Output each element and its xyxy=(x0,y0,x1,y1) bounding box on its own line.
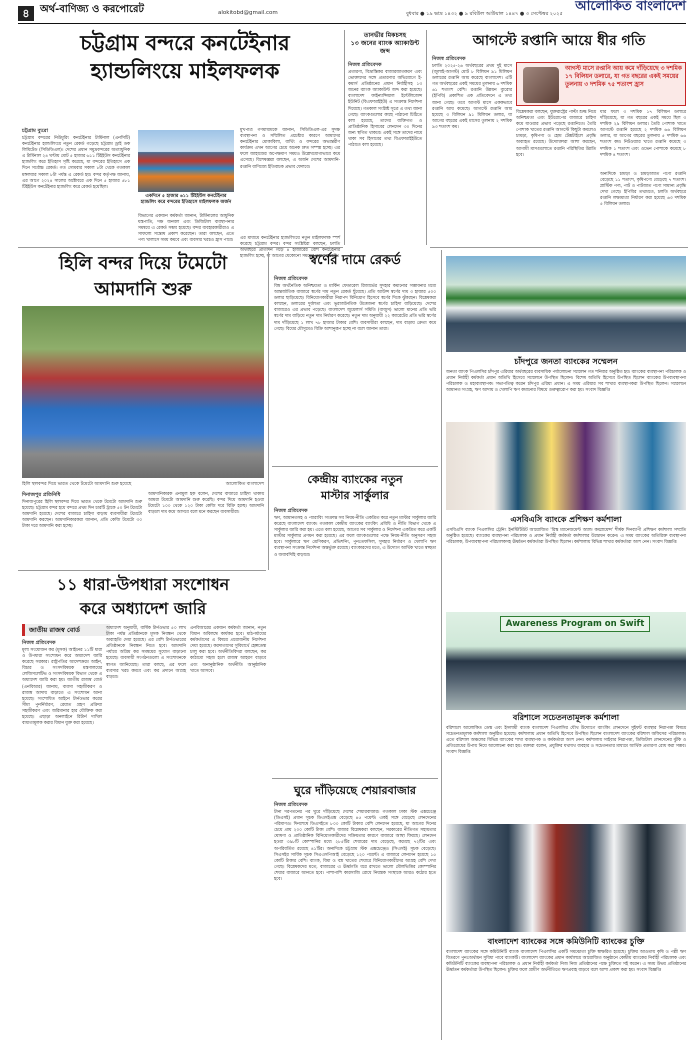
r3-caption: বরিশালে সচেতনতামূলক কর্মশালা xyxy=(512,713,620,722)
a3-quote-box xyxy=(516,62,686,106)
a2-byline: নিজস্ব প্রতিবেদক xyxy=(348,62,382,68)
a8-body: টানা দরপতনের পর ঘুরে দাঁড়িয়েছে দেশের শেয়ারবাজার। গতকাল ঢাকা স্টক এক্সচেঞ্জে (ডিএসই) প্রধান সূচক ডিএসইএক্স বেড়েছে ৪৫ পয়েন্ট। একই সঙ্গে বেড়েছে লেনদেনের পরিমাণও। দিনশেষে ডিএসইতে ৮০০ কোটি টাকার বেশি লেনদেন হয়েছে, যা আগের দিনের চেয়ে প্রায় ২০০ কোটি টাকা বেশি। বাজার বিশ্লেষকরা বলছেন, সরকারের নীতিগত সহায়তার ঘোষণা ও প্রাতিষ্ঠানিক বিনিয়োগকারীদের সক্রিয়তার কারণে বাজারে আস্থা ফিরছে। লেনদেন হওয়া ৩৯৮টি কোম্পানির মধ্যে ২৮৫টির শেয়ারের দাম বেড়েছে, কমেছে ৭২টির এবং অপরিবর্তিত রয়েছে ৪১টির। অন্যদিকে চট্টগ্রাম স্টক এক্সচেঞ্জেও (সিএসই) সূচক বেড়েছে। সিএসইর সার্বিক সূচক সিএএসপিআই বেড়েছে ১২০ পয়েন্ট। এ বাজারে লেনদেন হয়েছে ১৫ কোটি টাকার বেশি। ব্যাংক, বিমা ও বস্ত্র খাতের শেয়ারে বিনিয়োগকারীদের আগ্রহ বেশি দেখা গেছে। বিশ্লেষকদের মতে, বাজারের এ ঊর্ধ্বগতি ধরে রাখতে ভালো মৌলভিত্তির কোম্পানির শেয়ার বাজারে আনতে হবে। পাশাপাশি কারসাজি রোধে নিয়ন্ত্রক সংস্থাকে আরও কঠোর হতে হবে। xyxy=(274,810,436,883)
r1-body: জনতা ব্যাংক পিএলসির চাঁদপুর এরিয়ার অর্থবছরের ব্যবসায়িক পর্যালোচনা সম্মেলন গত শনিবার অনুষ্ঠিত হয়। ব্যাংকের ব্যবস্থাপনা পরিচালক ও প্রধান নির্বাহী কর্মকর্তা প্রধান অতিথি হিসেবে সম্মেলনে উপস্থিত ছিলেন। বিশেষ অতিথি হিসেবে উপস্থিত ছিলেন ব্যাংকের উপব্যবস্থাপনা পরিচালক ও মহাব্যবস্থাপক। সভাপতিত্ব করেন চাঁদপুর এরিয়া প্রধান। এ সময় এরিয়ার সব শাখার ব্যবস্থাপকরা উপস্থিত ছিলেন। সম্মেলনে আমানত সংগ্রহ, ঋণ আদায় ও খেলাপি ঋণ কমানোর বিষয়ে গুরুত্বারোপ করা হয়। সংবাদ বিজ্ঞপ্তি xyxy=(446,370,686,394)
r2-photo-workshop xyxy=(446,422,686,510)
a3-headline: আগস্টে রপ্তানি আয়ে ধীর গতি xyxy=(472,33,646,49)
section-title: অর্থ-বাণিজ্য ও করপোরেট xyxy=(40,4,144,15)
a5-byline: নিজস্ব প্রতিবেদক xyxy=(274,276,308,282)
a3-col-1: চলতি ২০২৫-২৬ অর্থবছরের প্রথম দুই মাসে (জুলাই-আগস্ট) মোট ৮ বিলিয়ন ৯১ মিলিয়ন ডলারের রপ্তানি আয় করেছে বাংলাদেশ। এটি গত অর্থবছরের একই সময়ের তুলনায় ৬ দশমিক ৬১ শতাংশ বেশি। রপ্তানি উন্নয়ন ব্যুরোর (ইপিবি) প্রকাশিত এক প্রতিবেদনে এ তথ্য জানা গেছে। তবে আগস্ট মাসে এককভাবে রপ্তানি আয় কমেছে। আগস্টে রপ্তানি আয় হয়েছে ৩ বিলিয়ন ৯১ মিলিয়ন ডলার, যা আগের বছরের একই মাসের তুলনায় ২ দশমিক ৯৩ শতাংশ কম। xyxy=(432,64,512,130)
a1-col-2: মুখপাত্র গণমাধ্যমকে জানান, সিডিডিএল-এর সুদক্ষ ব্যবস্থাপনা ও সম্মিলিত প্রচেষ্টার কারণে আমাদের কনটেইনার মোকাবিলা, বার্থিং ও বন্দরের অভ্যন্তরীণ কার্যক্রম এখন আগের চেয়ে অনেক দ্রুত সম্পন্ন হচ্ছে। এর ফলে জাহাজের অপেক্ষমাণ সময়ও উল্লেখযোগ্যভাবে কমে এসেছে। বিশেষজ্ঞরা বলছেন, এ অর্জন দেশের আমদানি-রপ্তানি বাণিজ্যে ইতিবাচক প্রভাব ফেলবে। xyxy=(240,128,340,170)
a3-col-4: অন্যদিকে চামড়া ও চামড়াজাত পণ্যে রপ্তানি বেড়েছে ১১ শতাংশ, কৃষিপণ্যে বেড়েছে ৭ শতাংশ। প্লাস্টিক পণ্য, পাট ও পাটজাত পণ্যে সামান্য প্রবৃদ্ধি দেখা গেছে। ইপিবির তথ্যমতে, চলতি অর্থবছরে রপ্তানি লক্ষ্যমাত্রা নির্ধারণ করা হয়েছে ৬৩ দশমিক ৫ বিলিয়ন ডলার। xyxy=(600,172,686,208)
masthead-logo: আলোকিত বাংলাদেশ xyxy=(575,0,686,14)
a2-kicker: তানভীর মিকচসহ xyxy=(363,32,407,39)
a4-photo-credit: আলোকিত বাংলাদেশ xyxy=(225,482,264,487)
a7-col-3: এনবিআরের একজন কর্মকর্তা জানান, নতুন বিধান অবিলম্বে কার্যকর হবে। মাঠপর্যায়ের কর্মকর্তাদের এ বিষয়ে প্রয়োজনীয় নির্দেশনা দেয়া হয়েছে। করদাতাদের সুবিধার্থে হেল্পডেস্ক চালু করা হবে। অর্থনীতিবিদরা বলছেন, কর কাঠামো সহজ হলে রাজস্ব আহরণ বাড়বে এবং অনানুষ্ঠানিক অর্থনীতি আনুষ্ঠানিক খাতে আসবে। xyxy=(190,626,266,674)
a1-below: এর মাধ্যমে কনটেইনার হ্যান্ডলিংয়ে নতুন মাইলফলক স্পর্শ করেছে চট্টগ্রাম বন্দর। বন্দর সংশ্লিষ্টরা বলছেন, চলতি অর্থবছরে প্রতিদিন গড়ে ৪ হাজারের বেশি কনটেইনার হ্যান্ডলিং হচ্ছে, যা আগের যেকোনো সময়ের তুলনায় বেশি। xyxy=(240,236,340,260)
a8-byline: নিজস্ব প্রতিবেদক xyxy=(274,802,308,808)
r4-body: বাংলাদেশ ব্যাংকের সঙ্গে কমিউনিটি ব্যাংক বাংলাদেশ পিএলসির একটি সমঝোতা চুক্তি স্বাক্ষরিত হয়েছে। চুক্তির আওতায় কৃষি ও পল্লী ঋণ বিতরণে পুনঃঅর্থায়ন সুবিধা পাবে ব্যাংকটি। বাংলাদেশ ব্যাংকের প্রধান কার্যালয়ে আয়োজিত অনুষ্ঠানে কেন্দ্রীয় ব্যাংকের নির্বাহী পরিচালক এবং কমিউনিটি ব্যাংকের ব্যবস্থাপনা পরিচালক ও প্রধান নির্বাহী কর্মকর্তা নিজ নিজ প্রতিষ্ঠানের পক্ষে চুক্তিতে সই করেন। এ সময় উভয় প্রতিষ্ঠানের ঊর্ধ্বতন কর্মকর্তারা উপস্থিত ছিলেন। চুক্তির ফলে গ্রামীণ অর্থনীতিতে ঋণপ্রবাহ বাড়বে বলে আশা প্রকাশ করা হয়। সংবাদ বিজ্ঞপ্তি xyxy=(446,950,686,974)
a1-photo-containers xyxy=(138,130,234,192)
a7-headline-2: করে অধ্যাদেশ জারি xyxy=(79,599,207,618)
a8-headline: ঘুরে দাঁড়িয়েছে শেয়ারবাজার xyxy=(294,784,416,797)
page-header xyxy=(18,0,686,24)
a3-byline: নিজস্ব প্রতিবেদক xyxy=(432,56,466,62)
a4-headline-1: হিলি বন্দর দিয়ে টমেটো xyxy=(58,253,228,274)
r3-banner: Awareness Program on Swift xyxy=(500,616,650,632)
a3-quote-image xyxy=(523,67,559,103)
r2-body: এসবিএসি ব্যাংক পিএলসির ট্রেনিং ইনস্টিটিউট আয়োজিত 'রিস্ক ম্যানেজমেন্ট অ্যান্ড কমপ্লায়েন্স' শীর্ষক দিনব্যাপী প্রশিক্ষণ কর্মশালা সম্প্রতি অনুষ্ঠিত হয়েছে। ব্যাংকের ব্যবস্থাপনা পরিচালক ও প্রধান নির্বাহী কর্মকর্তা কর্মশালার উদ্বোধন করেন। এ সময় ব্যাংকের অতিরিক্ত ব্যবস্থাপনা পরিচালক, উপব্যবস্থাপনা পরিচালকসহ ঊর্ধ্বতন কর্মকর্তারা উপস্থিত ছিলেন। কর্মশালায় বিভিন্ন শাখার কর্মকর্তারা অংশ নেন। সংবাদ বিজ্ঞপ্তি xyxy=(446,528,686,546)
page-number: ৪ xyxy=(18,6,34,21)
a7-headline-1: ১১ ধারা-উপধারা সংশোধন xyxy=(56,575,230,594)
a4-col-2: আমদানিকারক এনামুল হক বলেন, দেশের বাজারে চাহিদা থাকায় আমরা টমেটো আমদানি শুরু করেছি। বন্দর দিয়ে আমদানি হওয়া টমেটো ১০০ থেকে ১২০ টাকা কেজি দরে বিক্রি হচ্ছে। আমদানি বাড়লে দাম কমে আসবে বলে মনে করছেন ব্যবসায়ীরা। xyxy=(148,492,264,516)
a1-photo-caption: একদিনে ৫ হাজার ৬১১ টিইইউস কনটেইনার হ্যান্ডলিং করে বন্দরের ইতিহাসে মাইলফলক অর্জন xyxy=(140,194,232,205)
a2-headline: ১৩ জনের ব্যাংক অ্যাকাউন্ট জব্দ xyxy=(350,40,420,55)
a7-kicker: জাতীয় রাজস্ব বোর্ড xyxy=(22,624,110,636)
a6-headline-1: কেন্দ্রীয় ব্যাংকের নতুন xyxy=(307,473,403,486)
a1-headline-2: হ্যান্ডলিংয়ে মাইলফলক xyxy=(90,59,280,83)
a4-col-1: দিনাজপুরের হিলি স্থলবন্দর দিয়ে ভারত থেকে টমেটো আমদানি শুরু হয়েছে। চট্টগ্রাম বন্দর হয়ে বন্দরে প্রথম দিন চারটি ট্রাকে ৫০ টন টমেটো আমদানি হয়েছে। দেশের বাজারে চাহিদা বাড়ায় ব্যবসায়ীরা টমেটো আমদানি করছেন। আমদানিকারকরা জানান, প্রতি কেজি টমেটো ৩০ টাকা দরে আমদানি করা হচ্ছে। xyxy=(22,500,142,530)
a5-body: বিশ্ব অর্থনৈতিক অনিশ্চয়তা ও মার্কিন ফেডারেল রিজার্ভের সুদহার কমানোর সম্ভাবনার মধ্যে আন্তর্জাতিক বাজারে স্বর্ণের দাম নতুন রেকর্ড ছুঁয়েছে। প্রতি আউন্স স্বর্ণের দাম ৩ হাজার ৫০০ ডলার ছাড়িয়েছে। বিনিয়োগকারীরা নিরাপদ বিনিয়োগ হিসেবে স্বর্ণের দিকে ঝুঁকছেন। বিশ্লেষকরা বলছেন, ডলারের দুর্বলতা এবং ভূরাজনৈতিক উত্তেজনা স্বর্ণের চাহিদা বাড়িয়েছে। দেশের বাজারেও এর প্রভাব পড়েছে। বাংলাদেশ জুয়েলার্স সমিতি (বাজুস) ভালো মানের প্রতি ভরি স্বর্ণের দাম বাড়িয়ে নতুন দাম নির্ধারণ করেছে। নতুন দাম অনুযায়ী ২২ ক্যারেটের প্রতি ভরি স্বর্ণের দাম দাঁড়িয়েছে ১ লাখ ৭৮ হাজার টাকার বেশি। ব্যবসায়ীরা বলছেন, দাম বাড়ায় ক্রেতা কমে গেছে। বিয়ের মৌসুমেও বিক্রি আশানুরূপ হচ্ছে না বলে জানান তারা। xyxy=(274,284,436,332)
a4-headline-2: আমদানি শুরু xyxy=(94,279,192,300)
a6-byline: নিজস্ব প্রতিবেদক xyxy=(274,508,308,514)
date-line: বুধবার ● ১৯ ভাদ্র ১৪৩২ ● ৯ রবিউল আউয়াল ১৪৪৭ ● ৩ সেপ্টেম্বর ২০২৫ xyxy=(406,11,563,17)
r1-caption: চাঁদপুরে জনতা ব্যাংকের সম্মেলন xyxy=(514,357,618,366)
a7-col-2: অধ্যাদেশ অনুযায়ী, বার্ষিক টার্নওভার ৫০ লাখ টাকা পর্যন্ত প্রতিষ্ঠানকে মূসক নিবন্ধন থেকে অব্যাহতি দেয়া হয়েছে। এর বেশি টার্নওভারের প্রতিষ্ঠানকে নিবন্ধন নিতে হবে। আমদানি পর্যায়ে অগ্রিম কর সমন্বয়ের সুযোগ বাড়ানো হয়েছে। ব্যবসায়ী সংগঠনগুলো এ সংশোধনকে স্বাগত জানিয়েছে। তারা বলছে, এর ফলে ব্যবসার খরচ কমবে এবং কর প্রদানে আগ্রহ বাড়বে। xyxy=(106,626,186,680)
a7-col-1: মূল্য সংযোজন কর (মূসক) আইনের ১১টি ধারা ও উপধারা সংশোধন করে অধ্যাদেশ জারি করেছে সরকার। রাষ্ট্রপতির আদেশক্রমে আইন, বিচার ও সংসদবিষয়ক মন্ত্রণালয়ের লেজিসলেটিভ ও সংসদবিষয়ক বিভাগ থেকে এ অধ্যাদেশ জারি করা হয়। জাতীয় রাজস্ব বোর্ড (এনবিআর) জানায়, ব্যবসা সহজীকরণ ও রাজস্ব আদায় বাড়াতে এ সংশোধন আনা হয়েছে। সংশোধিত আইনে টার্নওভার করের সীমা পুনর্নির্ধারণ, রেয়াত গ্রহণ প্রক্রিয়া সহজীকরণ এবং জরিমানার হার যৌক্তিক করা হয়েছে। এছাড়া অনলাইনে রিটার্ন দাখিল বাধ্যতামূলক করার বিধান যুক্ত করা হয়েছে। xyxy=(22,648,102,727)
a6-headline-2: মাস্টার সার্কুলার xyxy=(321,489,389,502)
a3-quote: আগস্ট মাসে রপ্তানি আয় কমে দাঁড়িয়েছে ৩ দশমিক ১৭ বিলিয়ন ডলারে, যা গত বছরের একই সময়ের তুলনায় ৩ দশমিক ৭৫ শতাংশ হ্রাস xyxy=(565,66,682,88)
a4-photo-trucks xyxy=(22,306,264,478)
a1-col-1: চট্টগ্রাম বন্দরের নিউমুরিং কনটেইনার টার্মিনাল (এনসিটি) কনটেইনার হ্যান্ডলিংয়ে নতুন রেকর্ড গড়েছে চট্টগ্রাম ড্রাই ডক লিমিটেড (সিডিডিএল)। দেশের প্রধান সমুদ্রবন্দরের অত্যাধুনিক এ টার্মিনাল ২৪ ঘণ্টায় মোট ৫ হাজার ৬১১ টিইইউস কনটেইনার হ্যান্ডলিং করে ইতিহাস সৃষ্টি করেছে, যা বন্দরের ইতিহাসে এক দিনে সর্বোচ্চ রেকর্ড। গত সোমবার সকাল ৮টা থেকে গতকাল মঙ্গলবার সকাল ৮টা পর্যন্ত এ রেকর্ড হয়। বন্দর কর্তৃপক্ষ জানায়, এর আগে ২০২৪ সালের অক্টোবরে এক দিনে ৫ হাজার ৫৮১ টিইইউস কনটেইনার হ্যান্ডলিং করে রেকর্ড হয়েছিল। xyxy=(22,136,130,190)
a4-photo-caption: হিলি স্থলবন্দর দিয়ে ভারত থেকে টমেটো আমদানি শুরু হয়েছে xyxy=(22,482,132,487)
a7-byline: নিজস্ব প্রতিবেদক xyxy=(22,640,56,646)
a5-headline: স্বর্ণের দামে রেকর্ড xyxy=(309,253,401,268)
a3-col-2: বিশ্লেষকরা বলছেন, যুক্তরাষ্ট্রের পাল্টা শুল্ক নিয়ে অনিশ্চয়তা এবং ইউরোপের বাজারে চাহিদা কমে যাওয়ার প্রভাব পড়েছে রপ্তানিতে। তৈরি পোশাক খাতের রপ্তানি আগস্টে কিছুটা কমলেও চামড়া, কৃষিপণ্য ও হোম টেক্সটাইলে প্রবৃদ্ধি অব্যাহত রয়েছে। উদ্যোক্তারা আশা করছেন, আগামী মাসগুলোতে রপ্তানি পরিস্থিতির উন্নতি হবে। xyxy=(516,110,596,158)
a4-byline: দিনাজপুর প্রতিনিধি xyxy=(22,492,61,498)
a2-body: প্রতারণা, বিভ্রান্তিকর বাজারজাতকরণ এবং ভোক্তাদের সঙ্গে প্রতারণার অভিযোগে ই-কমার্স প্রতিষ্ঠানের প্রধান নির্বাহীসহ ১৩ জনের ব্যাংক অ্যাকাউন্ট জব্দ করা হয়েছে। বাংলাদেশ ফাইন্যান্সিয়াল ইন্টেলিজেন্স ইউনিট (বিএফআইইউ) এ সংক্রান্ত নির্দেশনা দিয়েছে। গতকাল সংশ্লিষ্ট সূত্রে এ তথ্য জানা গেছে। ব্যাংকগুলোর কাছে পাঠানো চিঠিতে বলা হয়েছে, তাদের ব্যক্তিগত ও প্রাতিষ্ঠানিক হিসাবের লেনদেন ৩০ দিনের জন্য স্থগিত থাকবে। একই সঙ্গে তাদের নামে থাকা সব হিসাবের তথ্য বিএফআইইউতে পাঠাতে বলা হয়েছে। xyxy=(348,70,422,149)
a6-body: ঋণ, আমানতসহ ও প্যারাবিং সংক্রান্ত সব নিয়ম-নীতি একত্রিত করে নতুন মাস্টার সার্কুলার জারি করেছে বাংলাদেশ ব্যাংক। গতকাল কেন্দ্রীয় ব্যাংকের ব্যাংকিং প্রবিধি ও নীতি বিভাগ থেকে এ সার্কুলার জারি করা হয়। এতে বলা হয়েছে, আগের সব সার্কুলার ও নির্দেশনা একত্রিত করে একটি মাস্টার সার্কুলার প্রণয়ন করা হয়েছে। এর ফলে ব্যাংকগুলোর পক্ষে নিয়ম-নীতি অনুসরণ সহজ হবে। সার্কুলারে ঋণ শ্রেণিকরণ, প্রভিশনিং, পুনঃতফসিল, সুদহার নির্ধারণ ও খেলাপি ঋণ ব্যবস্থাপনা সংক্রান্ত নির্দেশনা অন্তর্ভুক্ত রয়েছে। ব্যাংকারদের মতে, এ উদ্যোগ আর্থিক খাতে স্বচ্ছতা ও জবাবদিহি বাড়াবে। xyxy=(274,516,436,558)
r2-caption: এসবিএসি ব্যাংকে প্রশিক্ষণ কর্মশালা xyxy=(510,515,622,524)
a1-byline: চট্টগ্রাম ব্যুরো xyxy=(22,128,49,134)
a3-col-3: যার ফলে ৩ দশমিক ১৭ বিলিয়ন ডলারে দাঁড়িয়েছে, যা গত বছরের একই সময়ে ছিল ৩ দশমিক ২৯ বিলিয়ন ডলার। তৈরি পোশাক খাতে আগস্টে রপ্তানি হয়েছে ২ দশমিক ৬৬ বিলিয়ন ডলার, যা আগের বছরের তুলনায় ৫ দশমিক ৬৬ শতাংশ কম। নিটওয়্যার খাতে রপ্তানি কমেছে ৩ দশমিক ১ শতাংশ এবং ওভেন পোশাকে কমেছে ৮ দশমিক ৪ শতাংশ। xyxy=(600,110,686,158)
a1-headline-1: চট্টগ্রাম বন্দরে কনটেইনার xyxy=(80,31,290,55)
a1-col-3: বিভাগের একজন কর্মকর্তা জানান, টার্মিনালের আধুনিক যন্ত্রপাতি, দক্ষ জনবল এবং ডিজিটাল ব্যবস্থাপনার সমন্বয়ে এ রেকর্ড সম্ভব হয়েছে। বন্দর ব্যবহারকারীরাও এ সাফল্যে সন্তোষ প্রকাশ করেছেন। তারা বলছেন, এতে পণ্য খালাসে সময় কমবে এবং ব্যবসার খরচও হ্রাস পাবে। xyxy=(138,214,234,244)
r3-body: বরিশালে আলোকিত ডেস্ক এবং ইসলামী ব্যাংক বাংলাদেশ পিএলসির যৌথ উদ্যোগে ব্যাংকিং লেনদেনে সুইফট ব্যবস্থার নিরাপত্তা বিষয়ে সচেতনতামূলক কর্মশালা অনুষ্ঠিত হয়েছে। কর্মশালায় প্রধান অতিথি হিসেবে উপস্থিত ছিলেন বাংলাদেশ ব্যাংকের বরিশাল অফিসের পরিচালক। এতে বরিশাল অঞ্চলের বিভিন্ন ব্যাংকের শাখা ব্যবস্থাপক ও কর্মকর্তারা অংশ নেন। কর্মশালায় সাইবার নিরাপত্তা, ডিজিটাল লেনদেনের ঝুঁকি ও প্রতিরোধের উপায় নিয়ে আলোচনা করা হয়। বক্তারা বলেন, প্রযুক্তির যথাযথ ব্যবহার ও সচেতনতার মাধ্যমে আর্থিক প্রতারণা রোধ করা সম্ভব। সংবাদ বিজ্ঞপ্তি xyxy=(446,726,686,756)
email-link[interactable]: alokitobd@gmail.com xyxy=(218,10,278,16)
r4-caption: বাংলাদেশ ব্যাংকের সঙ্গে কমিউনিটি ব্যাংকের চুক্তি xyxy=(487,937,645,946)
r4-photo-agreement xyxy=(446,824,686,932)
r1-photo-conference xyxy=(446,256,686,352)
